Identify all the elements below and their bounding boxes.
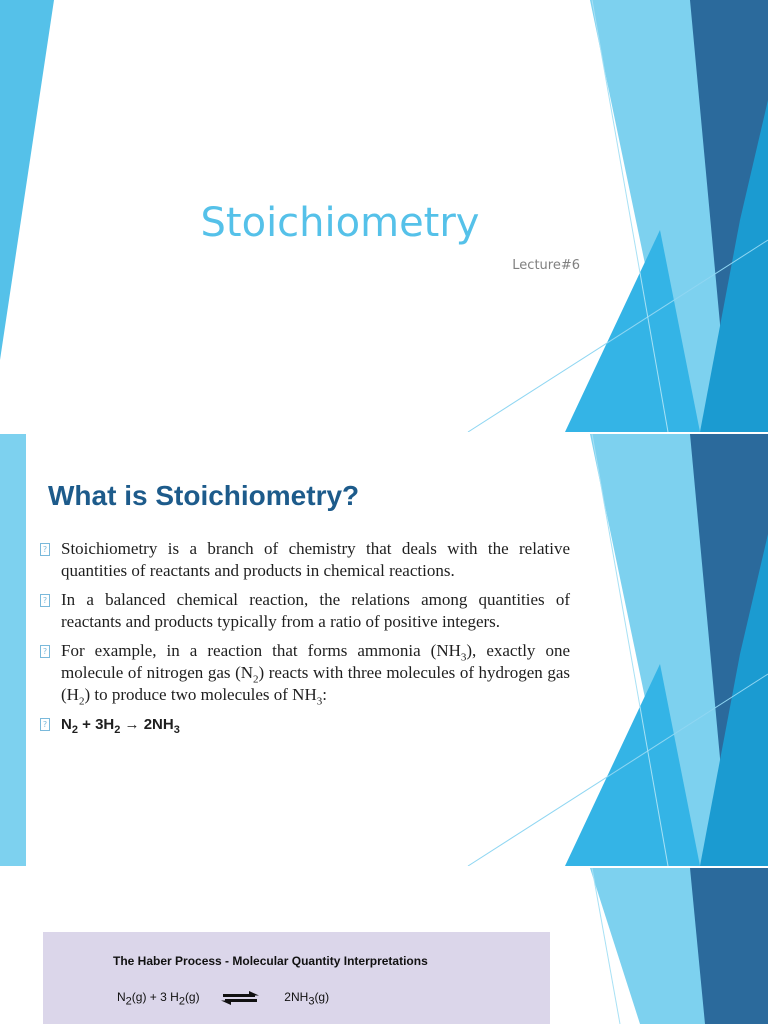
title-slide [0,0,768,432]
bullet-icon: ? [40,718,50,731]
slide-subtitle: Lecture#6 [512,258,580,273]
haber-figure [43,932,550,1024]
haber-slide [0,868,768,1024]
chemical-equation: $N_2 + 3H_2 \to 2NH_3$ [61,716,180,736]
left-strip [0,434,26,866]
slide-title: Stoichiometry [200,200,480,246]
bullet-list [36,538,570,743]
figure-title: The Haber Process - Molecular Quantity Interpretations [113,954,428,968]
bullet-text: For example, in a reaction that forms ammonia $(NH_3)$, exactly one molecule of nitrogen gas $(N_2)$ reacts with three molecules of hydrogen gas $(H_2)$ to produce two molecules of $NH_3$: [61,641,571,708]
bullet-item [36,640,570,706]
bullet-icon: ? [40,543,50,556]
bullet-item [36,538,570,582]
equilibrium-arrow-icon [221,991,259,1005]
bullet-text: In a balanced chemical reaction, the relations among quantities of reactants and products typically from a ratio of positive integers. [61,590,570,631]
haber-equation: $N_2(g) + 3$ $H_2(g)$ $2NH_3(g)$ [117,990,330,1008]
bullet-text: Stoichiometry is a branch of chemistry that deals with the relative quantities of reactants and products in chemical reactions. [61,539,570,580]
slide-title: What is Stoichiometry? [48,480,360,511]
bullet-item [36,713,570,736]
bullet-icon: ? [40,645,50,658]
left-triangle [0,0,54,360]
bullet-item [36,589,570,633]
definition-slide [0,434,768,866]
bullet-icon: ? [40,594,50,607]
